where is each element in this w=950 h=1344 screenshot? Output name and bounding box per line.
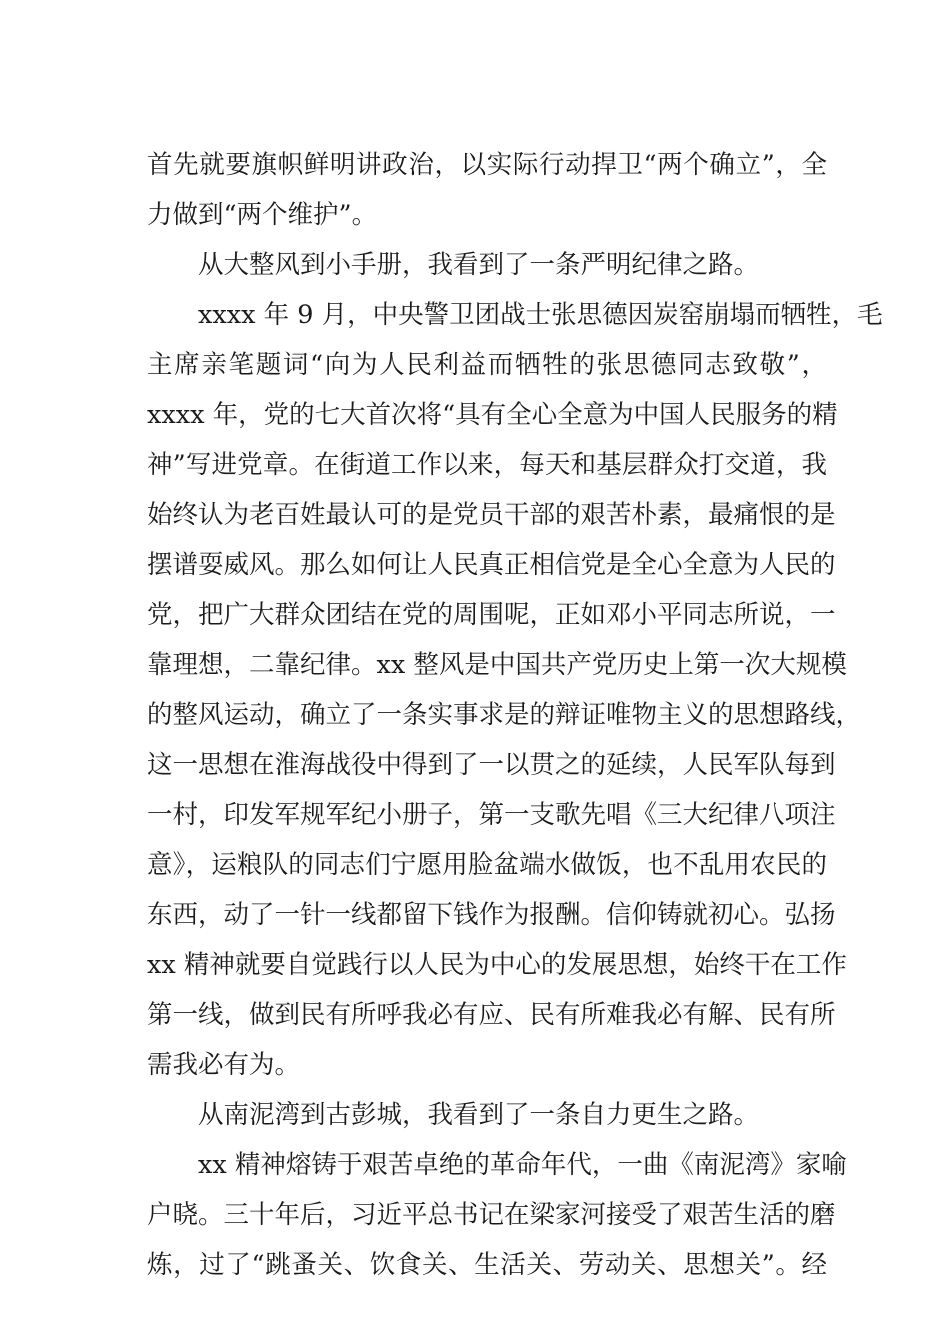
body-text	[147, 140, 883, 1290]
section-lead-line: 从南泥湾到古彭城，我看到了一条自力更生之路。	[198, 1100, 760, 1130]
text-line: 东西，动了一针一线都留下钱作为报酬。信仰铸就初心。弘扬	[147, 900, 836, 930]
text-line: 的整风运动，确立了一条实事求是的辩证唯物主义的思想路线，	[147, 700, 862, 730]
text-line: 户晓。三十年后，习近平总书记在梁家河接受了艰苦生活的磨	[147, 1200, 836, 1230]
text-line: 始终认为老百姓最认可的是党员干部的艰苦朴素，最痛恨的是	[147, 500, 836, 530]
text-line: 第一线，做到民有所呼我必有应、民有所难我必有解、民有所	[147, 1000, 836, 1030]
text-line: xx 精神就要自觉践行以人民为中心的发展思想，始终干在工作	[147, 950, 847, 980]
text-line: 炼，过了“跳蚤关、饮食关、生活关、劳动关、思想关”。经	[147, 1250, 827, 1280]
text-line: 主席亲笔题词“向为人民利益而牺牲的张思德同志致敬”，	[147, 350, 827, 380]
text-line: xxxx 年 9 月，中央警卫团战士张思德因炭窑崩塌而牺牲，毛	[198, 300, 883, 330]
section-lead-line: 从大整风到小手册，我看到了一条严明纪律之路。	[198, 250, 760, 280]
text-line: xxxx 年，党的七大首次将“具有全心全意为中国人民服务的精	[147, 400, 838, 430]
text-line: 力做到“两个维护”。	[147, 200, 378, 230]
text-line: 摆谱耍威风。那么如何让人民真正相信党是全心全意为人民的	[147, 550, 836, 580]
text-line: 这一思想在淮海战役中得到了一以贯之的延续，人民军队每到	[147, 750, 836, 780]
text-line: 一村，印发军规军纪小册子，第一支歌先唱《三大纪律八项注	[147, 800, 836, 830]
text-line: 神”写进党章。在街道工作以来，每天和基层群众打交道，我	[147, 450, 827, 480]
text-line: 需我必有为。	[147, 1050, 301, 1080]
text-line: 意》，运粮队的同志们宁愿用脸盆端水做饭，也不乱用农民的	[147, 850, 827, 880]
text-line: xx 精神熔铸于艰苦卓绝的革命年代，一曲《南泥湾》家喻	[198, 1150, 847, 1180]
text-line: 首先就要旗帜鲜明讲政治，以实际行动捍卫“两个确立”，全	[147, 150, 827, 180]
text-line: 靠理想，二靠纪律。xx 整风是中国共产党历史上第一次大规模	[147, 650, 847, 680]
text-line: 党，把广大群众团结在党的周围呢，正如邓小平同志所说，一	[147, 600, 836, 630]
